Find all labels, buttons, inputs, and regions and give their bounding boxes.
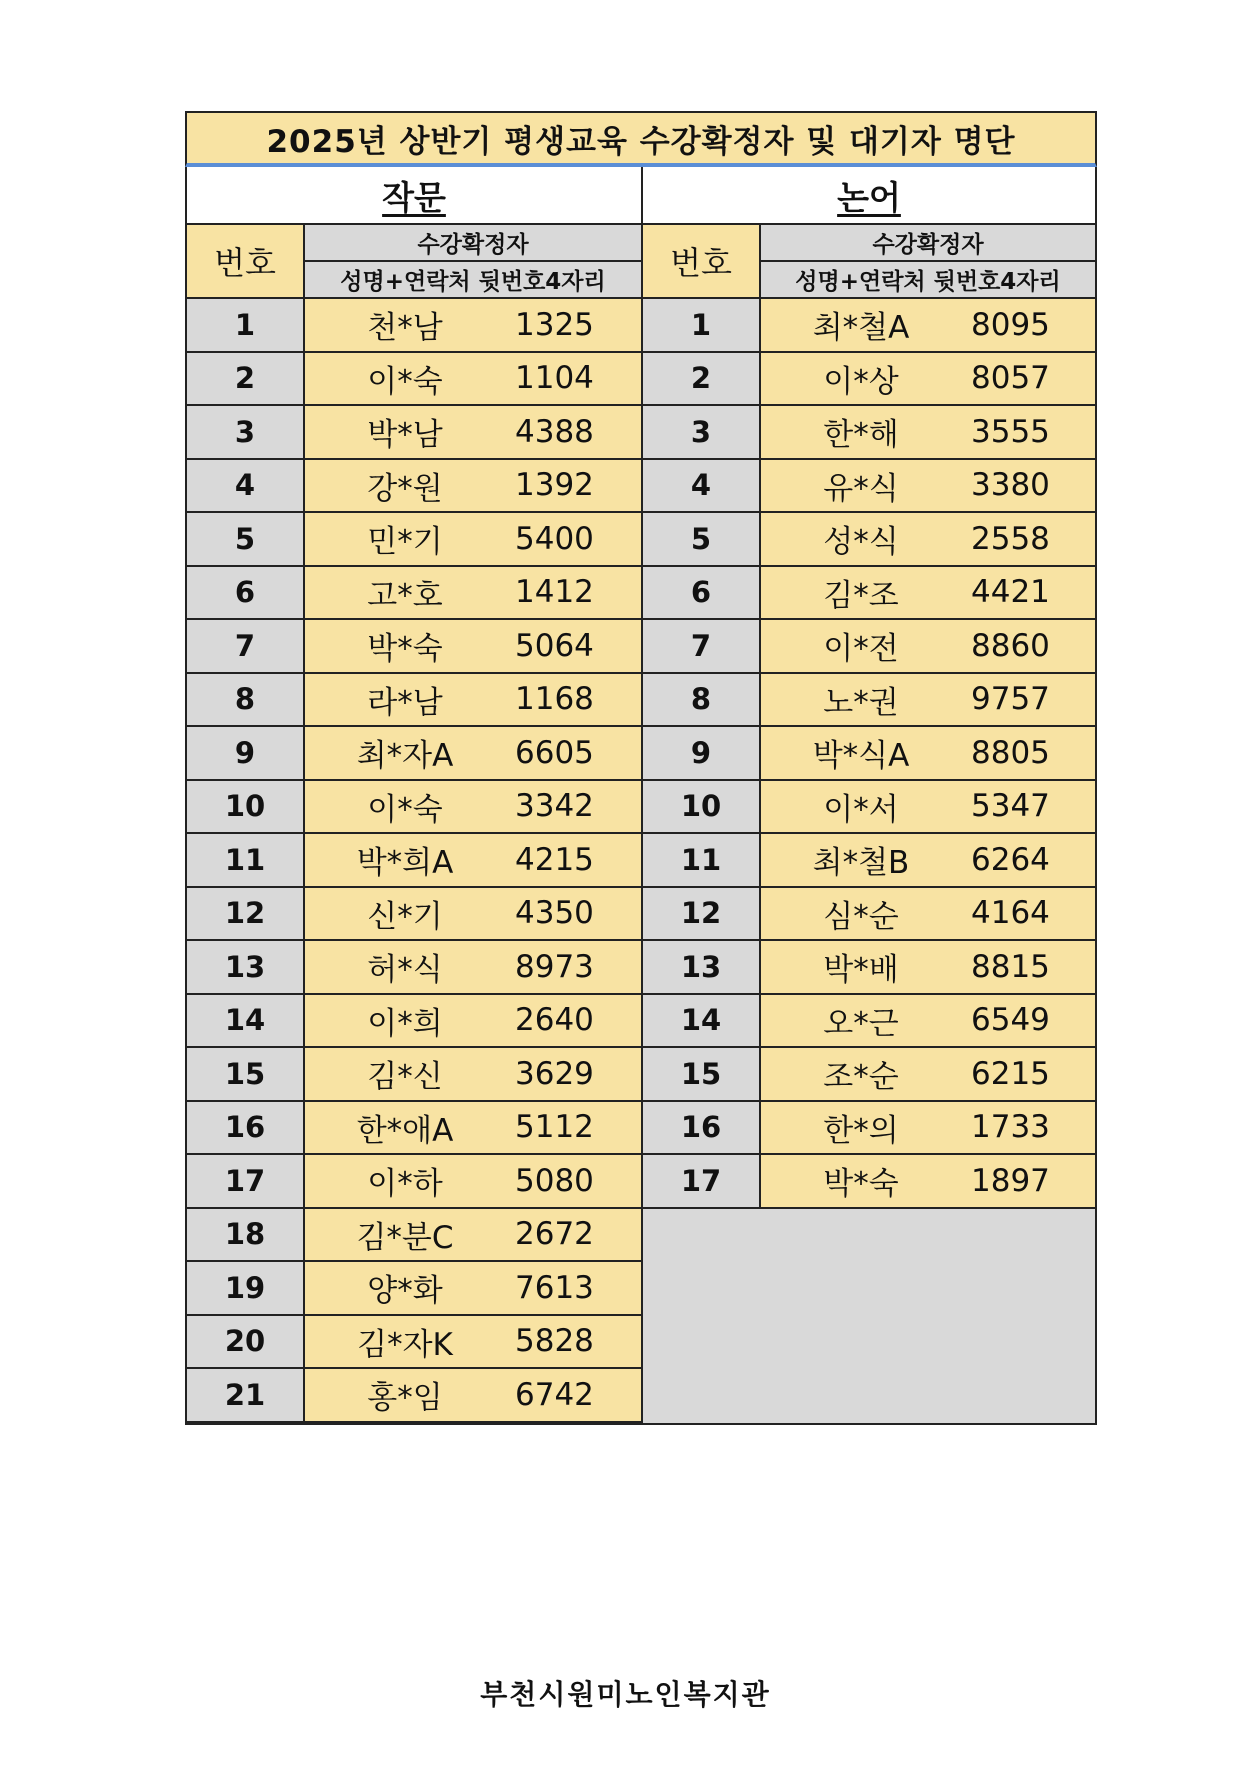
table-row: [643, 353, 1095, 407]
phone-last4: 9757: [971, 681, 1050, 718]
row-number: 2: [187, 353, 305, 405]
row-info: [305, 353, 641, 405]
row-info: [761, 888, 1095, 940]
student-name: 한*의: [823, 1112, 899, 1149]
student-name: 박*배: [823, 952, 899, 989]
student-name: 라*남: [367, 684, 443, 721]
table-row: [187, 620, 641, 674]
row-info: [305, 781, 641, 833]
table-row: [187, 1155, 641, 1209]
phone-last4: 1897: [971, 1162, 1050, 1199]
row-info: [305, 1369, 641, 1421]
class-column: [641, 167, 1095, 1423]
row-list: [187, 299, 641, 1423]
empty-area: [643, 1209, 1095, 1423]
phone-last4: 1168: [515, 681, 594, 718]
student-name: 양*화: [367, 1273, 443, 1310]
row-info: [761, 1155, 1095, 1207]
phone-last4: 2558: [971, 520, 1050, 557]
phone-last4: 8815: [971, 948, 1050, 985]
row-number: 9: [643, 727, 761, 779]
row-info: [305, 1048, 641, 1100]
table-row: [643, 1155, 1095, 1209]
phone-last4: 1392: [515, 467, 594, 504]
student-name: 강*원: [367, 470, 443, 507]
student-name: 고*호: [367, 577, 443, 614]
phone-last4: 4164: [971, 895, 1050, 932]
row-number: 10: [643, 781, 761, 833]
table-row: [643, 995, 1095, 1049]
row-number: 2: [643, 353, 761, 405]
table-row: [187, 513, 641, 567]
student-name: 박*숙: [367, 631, 443, 668]
row-info: [761, 406, 1095, 458]
class-column: [187, 167, 641, 1423]
row-info: [761, 941, 1095, 993]
row-number: 8: [643, 674, 761, 726]
row-info: [761, 1048, 1095, 1100]
phone-last4: 6549: [971, 1002, 1050, 1039]
row-info: [761, 995, 1095, 1047]
phone-last4: 4421: [971, 574, 1050, 611]
student-name: 천*남: [367, 310, 443, 347]
phone-last4: 5828: [515, 1323, 594, 1360]
table-row: [643, 781, 1095, 835]
row-number: 4: [187, 460, 305, 512]
student-name: 박*식A: [812, 738, 910, 775]
student-name: 김*신: [367, 1059, 443, 1096]
row-number: 7: [643, 620, 761, 672]
class-columns: [185, 167, 1097, 1425]
row-number: 4: [643, 460, 761, 512]
row-number: 18: [187, 1209, 305, 1261]
table-row: [643, 513, 1095, 567]
row-info: [305, 299, 641, 351]
table-row: [187, 834, 641, 888]
table-row: [643, 1048, 1095, 1102]
row-info: [761, 513, 1095, 565]
row-info: [305, 1209, 641, 1261]
student-name: 성*식: [823, 524, 899, 561]
phone-last4: 2672: [515, 1216, 594, 1253]
table-row: [643, 834, 1095, 888]
student-name: 신*기: [367, 898, 443, 935]
row-number: 16: [643, 1102, 761, 1154]
phone-last4: 7613: [515, 1269, 594, 1306]
student-name: 이*상: [823, 363, 899, 400]
row-number: 10: [187, 781, 305, 833]
student-name: 김*분C: [356, 1219, 454, 1256]
row-number: 8: [187, 674, 305, 726]
student-name: 한*해: [823, 417, 899, 454]
student-name: 김*조: [823, 577, 899, 614]
phone-last4: 6742: [515, 1376, 594, 1413]
table-row: [643, 941, 1095, 995]
organization-name: 부천시원미노인복지관: [480, 1678, 771, 1711]
phone-last4: 1104: [515, 360, 594, 397]
phone-last4: 1325: [515, 306, 594, 343]
student-name: 조*순: [823, 1059, 899, 1096]
student-name: 한*애A: [356, 1112, 454, 1149]
student-name: 홍*임: [367, 1380, 443, 1417]
table-row: [187, 941, 641, 995]
table-row: [187, 299, 641, 353]
row-info: [761, 620, 1095, 672]
student-name: 심*순: [823, 898, 899, 935]
row-number: 16: [187, 1102, 305, 1154]
phone-last4: 6605: [515, 734, 594, 771]
table-row: [187, 781, 641, 835]
table-header: [187, 225, 641, 299]
student-name: 이*전: [823, 631, 899, 668]
table-row: [187, 1262, 641, 1316]
phone-last4: 8095: [971, 306, 1050, 343]
row-list: [643, 299, 1095, 1209]
phone-last4: 5064: [515, 627, 594, 664]
table-row: [187, 406, 641, 460]
student-name: 김*자K: [357, 1326, 453, 1363]
row-number: 14: [187, 995, 305, 1047]
student-name: 박*숙: [823, 1166, 899, 1203]
table-row: [643, 888, 1095, 942]
row-info: [761, 460, 1095, 512]
row-number: 17: [187, 1155, 305, 1207]
row-number: 6: [643, 567, 761, 619]
student-name: 이*숙: [367, 363, 443, 400]
row-info: [305, 1316, 641, 1368]
row-info: [761, 727, 1095, 779]
phone-last4: 8860: [971, 627, 1050, 664]
phone-last4: 4215: [515, 841, 594, 878]
row-info: [305, 888, 641, 940]
student-name: 최*자A: [356, 738, 454, 775]
row-number: 9: [187, 727, 305, 779]
row-number: 13: [187, 941, 305, 993]
row-info: [305, 674, 641, 726]
student-name: 이*숙: [367, 791, 443, 828]
phone-last4: 5112: [515, 1109, 594, 1146]
row-number: 1: [187, 299, 305, 351]
student-name: 최*철A: [812, 310, 910, 347]
phone-last4: 1733: [971, 1109, 1050, 1146]
phone-last4: 8805: [971, 734, 1050, 771]
table-row: [187, 727, 641, 781]
phone-last4: 6215: [971, 1055, 1050, 1092]
table-row: [643, 567, 1095, 621]
table-row: [643, 620, 1095, 674]
row-number: 15: [643, 1048, 761, 1100]
student-name: 오*근: [823, 1005, 899, 1042]
row-number: 19: [187, 1262, 305, 1314]
row-info: [761, 674, 1095, 726]
student-name: 이*희: [367, 1005, 443, 1042]
student-name: 이*서: [823, 791, 899, 828]
table-row: [187, 1102, 641, 1156]
row-info: [305, 834, 641, 886]
row-number: 15: [187, 1048, 305, 1100]
table-row: [643, 727, 1095, 781]
table-row: [187, 567, 641, 621]
student-name: 노*권: [823, 684, 899, 721]
table-row: [187, 674, 641, 728]
table-row: [187, 1209, 641, 1263]
confirmed-header: 수강확정자: [305, 225, 641, 260]
table-row: [187, 888, 641, 942]
table-row: [187, 995, 641, 1049]
phone-last4: 4388: [515, 413, 594, 450]
table-row: [643, 1102, 1095, 1156]
row-number: 17: [643, 1155, 761, 1207]
row-info: [761, 1102, 1095, 1154]
row-number: 6: [187, 567, 305, 619]
row-info: [761, 299, 1095, 351]
row-info: [305, 995, 641, 1047]
row-info: [761, 353, 1095, 405]
row-number: 1: [643, 299, 761, 351]
table-row: [187, 460, 641, 514]
phone-last4: 3380: [971, 467, 1050, 504]
row-number: 3: [643, 406, 761, 458]
row-number: 20: [187, 1316, 305, 1368]
row-number: 21: [187, 1369, 305, 1421]
row-info: [305, 727, 641, 779]
row-number: 7: [187, 620, 305, 672]
row-number: 3: [187, 406, 305, 458]
phone-last4: 2640: [515, 1002, 594, 1039]
student-name: 최*철B: [812, 845, 910, 882]
phone-last4: 4350: [515, 895, 594, 932]
info-header: [305, 225, 641, 297]
phone-last4: 5400: [515, 520, 594, 557]
subject-title: 논어: [643, 167, 1095, 225]
row-number: 11: [187, 834, 305, 886]
phone-last4: 3629: [515, 1055, 594, 1092]
row-info: [305, 460, 641, 512]
row-info: [305, 567, 641, 619]
table-row: [643, 299, 1095, 353]
confirmed-header: 수강확정자: [761, 225, 1095, 260]
row-number: 14: [643, 995, 761, 1047]
info-header: [761, 225, 1095, 297]
subject-title: 작문: [187, 167, 641, 225]
row-info: [305, 1102, 641, 1154]
detail-header: 성명+연락처 뒷번호4자리: [305, 260, 641, 297]
student-name: 민*기: [367, 524, 443, 561]
number-header: 번호: [187, 225, 305, 297]
table-row: [187, 1316, 641, 1370]
student-name: 박*남: [367, 417, 443, 454]
row-number: 11: [643, 834, 761, 886]
number-header: 번호: [643, 225, 761, 297]
table-row: [643, 406, 1095, 460]
row-info: [761, 834, 1095, 886]
row-info: [305, 406, 641, 458]
table-row: [187, 1048, 641, 1102]
row-number: 5: [187, 513, 305, 565]
row-info: [305, 513, 641, 565]
row-info: [305, 1262, 641, 1314]
table-row: [187, 1369, 641, 1423]
row-number: 12: [187, 888, 305, 940]
detail-header: 성명+연락처 뒷번호4자리: [761, 260, 1095, 297]
table-row: [643, 460, 1095, 514]
student-name: 유*식: [823, 470, 899, 507]
student-name: 박*희A: [356, 845, 454, 882]
row-number: 12: [643, 888, 761, 940]
phone-last4: 3342: [515, 788, 594, 825]
phone-last4: 8057: [971, 360, 1050, 397]
row-info: [305, 1155, 641, 1207]
row-info: [761, 781, 1095, 833]
phone-last4: 8973: [515, 948, 594, 985]
row-number: 13: [643, 941, 761, 993]
phone-last4: 3555: [971, 413, 1050, 450]
phone-last4: 1412: [515, 574, 594, 611]
phone-last4: 5347: [971, 788, 1050, 825]
table-header: [643, 225, 1095, 299]
document-title: 2025년 상반기 평생교육 수강확정자 및 대기자 명단: [185, 111, 1097, 167]
row-info: [761, 567, 1095, 619]
phone-last4: 5080: [515, 1162, 594, 1199]
student-name: 이*하: [367, 1166, 443, 1203]
row-number: 5: [643, 513, 761, 565]
roster-sheet: [185, 111, 1097, 1425]
table-row: [643, 674, 1095, 728]
phone-last4: 6264: [971, 841, 1050, 878]
table-row: [187, 353, 641, 407]
row-info: [305, 620, 641, 672]
student-name: 허*식: [367, 952, 443, 989]
row-info: [305, 941, 641, 993]
